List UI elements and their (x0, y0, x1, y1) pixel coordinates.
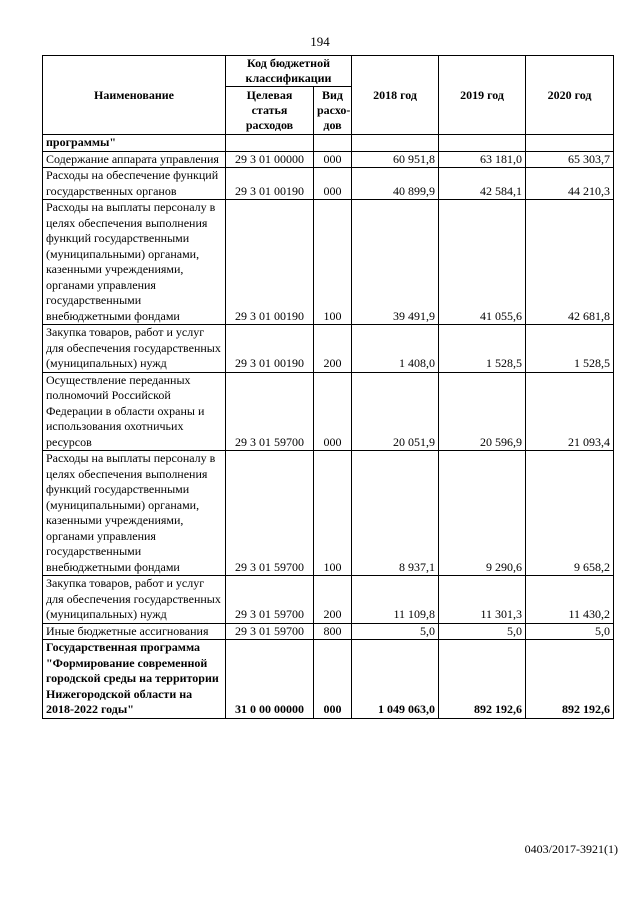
row-name-cell: Осуществление переданных полномочий Российской Федерации в области охраны и использования охотничьих ресурсов (43, 372, 226, 451)
row-name-cell: Содержание аппарата управления (43, 151, 226, 168)
target-article-cell: 29 3 01 59700 (226, 623, 314, 640)
value-2018-cell: 39 491,9 (352, 200, 439, 325)
value-2020-cell: 9 658,2 (526, 451, 614, 576)
value-2019-cell: 11 301,3 (439, 576, 526, 624)
value-2019-cell: 41 055,6 (439, 200, 526, 325)
row-name-cell: Расходы на выплаты персоналу в целях обеспечения выполнения функций государственными (муниципальными) органами, казенными учреждениями, органами управления государственными внебюджетными фондами (43, 200, 226, 325)
value-2019-cell: 892 192,6 (439, 640, 526, 719)
expense-type-cell (314, 135, 352, 152)
target-article-cell: 29 3 01 59700 (226, 576, 314, 624)
value-2018-cell: 1 408,0 (352, 325, 439, 373)
value-2018-cell: 60 951,8 (352, 151, 439, 168)
row-name-cell: Закупка товаров, работ и услуг для обеспечения государственных (муниципальных) нужд (43, 325, 226, 373)
value-2019-cell: 42 584,1 (439, 168, 526, 200)
expense-type-cell: 000 (314, 168, 352, 200)
target-article-cell: 29 3 01 00190 (226, 200, 314, 325)
header-2018: 2018 год (352, 56, 439, 135)
value-2019-cell: 1 528,5 (439, 325, 526, 373)
target-article-cell: 29 3 01 00190 (226, 325, 314, 373)
table-header (43, 56, 614, 135)
value-2020-cell: 65 303,7 (526, 151, 614, 168)
value-2019-cell (439, 135, 526, 152)
target-article-cell: 29 3 01 00000 (226, 151, 314, 168)
expense-type-cell: 200 (314, 325, 352, 373)
header-target-article: Целевая статья расходов (226, 87, 314, 135)
header-code-group: Код бюджетной классификации (226, 56, 352, 87)
row-name-cell: Государственная программа "Формирование современной городской среды на территории Нижегородской области на 2018-2022 годы" (43, 640, 226, 719)
value-2018-cell: 5,0 (352, 623, 439, 640)
target-article-cell: 29 3 01 59700 (226, 451, 314, 576)
value-2020-cell: 5,0 (526, 623, 614, 640)
header-name: Наименование (43, 56, 226, 135)
expense-type-cell: 100 (314, 200, 352, 325)
expense-type-cell: 000 (314, 372, 352, 451)
value-2019-cell: 9 290,6 (439, 451, 526, 576)
row-name-cell: Иные бюджетные ассигнования (43, 623, 226, 640)
value-2018-cell: 40 899,9 (352, 168, 439, 200)
row-name-cell: Расходы на выплаты персоналу в целях обеспечения выполнения функций государственными (муниципальными) органами, казенными учреждениями, органами управления государственными внебюджетными фондами (43, 451, 226, 576)
target-article-cell: 29 3 01 59700 (226, 372, 314, 451)
table-body (43, 135, 614, 719)
value-2020-cell: 44 210,3 (526, 168, 614, 200)
header-2019: 2019 год (439, 56, 526, 135)
header-2020: 2020 год (526, 56, 614, 135)
target-article-cell: 29 3 01 00190 (226, 168, 314, 200)
value-2019-cell: 20 596,9 (439, 372, 526, 451)
header-expense-type: Вид расхо-дов (314, 87, 352, 135)
row-name-cell: Закупка товаров, работ и услуг для обеспечения государственных (муниципальных) нужд (43, 576, 226, 624)
table-row (43, 623, 614, 640)
budget-table (42, 55, 614, 719)
value-2020-cell: 21 093,4 (526, 372, 614, 451)
value-2020-cell (526, 135, 614, 152)
expense-type-cell: 100 (314, 451, 352, 576)
value-2018-cell (352, 135, 439, 152)
table-row (43, 576, 614, 624)
value-2020-cell: 11 430,2 (526, 576, 614, 624)
table-row (43, 325, 614, 373)
table-row (43, 640, 614, 719)
value-2018-cell: 8 937,1 (352, 451, 439, 576)
value-2019-cell: 5,0 (439, 623, 526, 640)
value-2018-cell: 1 049 063,0 (352, 640, 439, 719)
value-2020-cell: 892 192,6 (526, 640, 614, 719)
expense-type-cell: 200 (314, 576, 352, 624)
document-number: 0403/2017-3921(1) (524, 842, 618, 856)
value-2020-cell: 1 528,5 (526, 325, 614, 373)
page-number: 194 (310, 34, 330, 49)
value-2018-cell: 20 051,9 (352, 372, 439, 451)
table-row (43, 451, 614, 576)
expense-type-cell: 000 (314, 640, 352, 719)
value-2019-cell: 63 181,0 (439, 151, 526, 168)
table-row (43, 200, 614, 325)
table-row (43, 151, 614, 168)
target-article-cell: 31 0 00 00000 (226, 640, 314, 719)
table-row (43, 372, 614, 451)
value-2018-cell: 11 109,8 (352, 576, 439, 624)
target-article-cell (226, 135, 314, 152)
table-row (43, 168, 614, 200)
row-name-cell: Расходы на обеспечение функций государственных органов (43, 168, 226, 200)
expense-type-cell: 800 (314, 623, 352, 640)
table-row (43, 135, 614, 152)
row-name-cell: программы" (43, 135, 226, 152)
value-2020-cell: 42 681,8 (526, 200, 614, 325)
expense-type-cell: 000 (314, 151, 352, 168)
